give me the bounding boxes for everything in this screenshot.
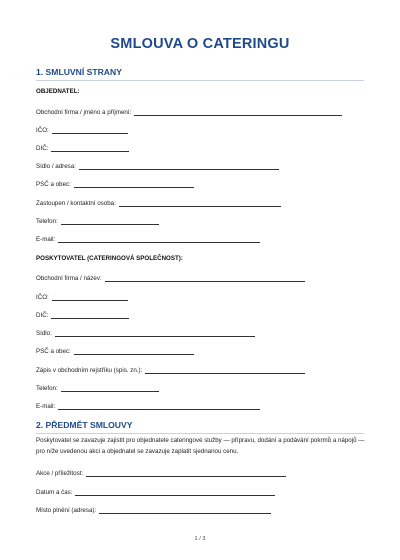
fill-line[interactable] [52, 126, 128, 134]
provider-address-field[interactable] [36, 327, 255, 337]
fill-line[interactable] [58, 402, 260, 410]
field-label: PSČ a obec: [36, 348, 71, 355]
fill-line[interactable] [145, 366, 305, 374]
customer-label: OBJEDNATEL: [36, 88, 80, 95]
fill-line[interactable] [119, 199, 281, 207]
section-1-heading: 1. SMLUVNÍ STRANY [36, 67, 122, 77]
provider-dic-field[interactable] [36, 309, 129, 319]
field-label: Sídlo: [36, 330, 52, 337]
provider-phone-field[interactable] [36, 382, 159, 392]
customer-company-field[interactable] [36, 106, 342, 116]
customer-postal-field[interactable] [36, 178, 194, 188]
fill-line[interactable] [86, 469, 286, 477]
field-label: IČO: [36, 294, 49, 301]
fill-line[interactable] [105, 274, 305, 282]
provider-company-field[interactable] [36, 272, 305, 282]
fill-line[interactable] [52, 293, 128, 301]
customer-contact-field[interactable] [36, 197, 281, 207]
date-time-field[interactable] [36, 486, 275, 496]
fill-line[interactable] [74, 347, 194, 355]
field-label: Datum a čas: [36, 489, 73, 496]
field-label: Obchodní firma / název: [36, 275, 102, 282]
section-1-divider [36, 80, 364, 81]
customer-phone-field[interactable] [36, 215, 159, 225]
field-label: Zastoupen / kontaktní osoba: [36, 200, 116, 207]
fill-line[interactable] [51, 144, 129, 152]
customer-dic-field[interactable] [36, 142, 129, 152]
provider-email-field[interactable] [36, 400, 260, 410]
provider-label: POSKYTOVATEL (CATERINGOVÁ SPOLEČNOST): [36, 255, 183, 262]
section-2-heading: 2. PŘEDMĚT SMLOUVY [36, 420, 133, 430]
field-label: E-mail: [36, 403, 56, 410]
fill-line[interactable] [134, 108, 342, 116]
field-label: IČO: [36, 127, 49, 134]
fill-line[interactable] [58, 235, 260, 243]
page-number: 1 / 3 [194, 536, 206, 542]
field-label: Místo plnění (adresa): [36, 507, 97, 514]
provider-postal-field[interactable] [36, 345, 194, 355]
field-label: DIČ: [36, 312, 49, 319]
subject-paragraph: Poskytovatel se zavazuje zajistit pro objednatele cateringové služby — přípravu, dodání a podávání pokrmů a nápojů — pro níže uvedenou akci a objednatel se zavazuje zaplatit sjednanou cenu. [36, 437, 365, 455]
field-label: Sídlo / adresa: [36, 163, 76, 170]
fill-line[interactable] [51, 311, 129, 319]
field-label: E-mail: [36, 236, 56, 243]
provider-ico-field[interactable] [36, 291, 128, 301]
fill-line[interactable] [55, 329, 255, 337]
provider-registry-field[interactable] [36, 364, 305, 374]
customer-email-field[interactable] [36, 233, 260, 243]
fill-line[interactable] [74, 180, 194, 188]
field-label: Telefon: [36, 218, 58, 225]
fill-line[interactable] [61, 384, 159, 392]
fill-line[interactable] [75, 488, 275, 496]
fill-line[interactable] [99, 506, 271, 514]
field-label: Zápis v obchodním rejstříku (spis. zn.): [36, 367, 143, 374]
venue-field[interactable] [36, 504, 271, 514]
field-label: DIČ: [36, 145, 49, 152]
watermark: · · · · · · · · · · · [10, 61, 42, 85]
customer-address-field[interactable] [36, 160, 279, 170]
fill-line[interactable] [79, 162, 279, 170]
field-label: Akce / příležitost: [36, 470, 84, 477]
section-2-divider [36, 433, 364, 434]
event-field[interactable] [36, 467, 286, 477]
field-label: Obchodní firma / jméno a příjmení: [36, 109, 132, 116]
document-title: SMLOUVA O CATERINGU [110, 36, 290, 52]
customer-ico-field[interactable] [36, 124, 128, 134]
field-label: PSČ a obec: [36, 181, 71, 188]
field-label: Telefon: [36, 385, 58, 392]
fill-line[interactable] [61, 217, 159, 225]
